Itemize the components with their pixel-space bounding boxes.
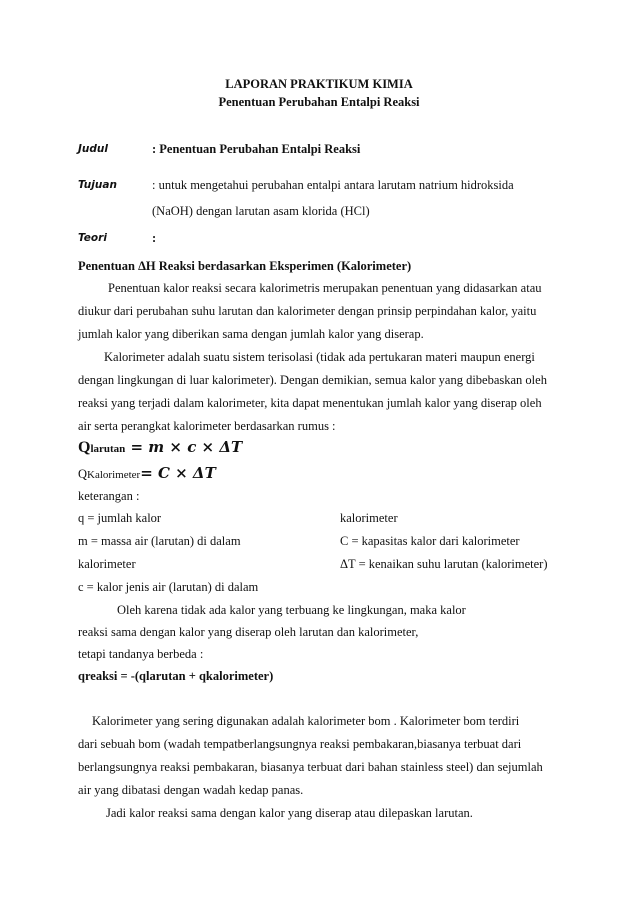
paragraph-line: Kalorimeter adalah suatu sistem terisolasi (tidak ada pertukaran materi maupun energi <box>104 350 535 364</box>
formula-q: Q <box>78 467 88 481</box>
paragraph-line: dengan lingkungan di luar kalorimeter). Dengan demikian, semua kalor yang dibebaskan oleh <box>78 373 547 387</box>
keterangan-left-item: q = jumlah kalor <box>78 511 162 525</box>
formula-subscript: Kalorimeter <box>87 469 141 481</box>
paragraph-line: Kalorimeter yang sering digunakan adalah kalorimeter bom . Kalorimeter bom terdiri <box>92 714 520 728</box>
paragraph-line: Oleh karena tidak ada kalor yang terbuang ke lingkungan, maka kalor <box>117 603 466 617</box>
section-heading: Penentuan ΔH Reaksi berdasarkan Eksperimen (Kalorimeter) <box>78 259 412 273</box>
formula-subscript: larutan <box>90 443 126 455</box>
paragraph-line: air serta perangkat kalorimeter berdasarkan rumus : <box>78 419 336 433</box>
judul-label: Judul <box>78 143 108 155</box>
tujuan-label: Tujuan <box>78 179 117 191</box>
formula-rhs: = C × ΔT <box>140 464 216 482</box>
paragraph-line: Jadi kalor reaksi sama dengan kalor yang diserap atau dilepaskan larutan. <box>106 806 473 820</box>
formula-q-reaksi: qreaksi = -(qlarutan + qkalorimeter) <box>78 669 274 683</box>
teori-value: : <box>152 231 157 245</box>
formula-rhs: = m × c × ΔT <box>125 438 243 456</box>
page-title: LAPORAN PRAKTIKUM KIMIA <box>225 77 413 91</box>
paragraph-line: diukur dari perubahan suhu larutan dan kalorimeter dengan prinsip perpindahan kalor, yaitu <box>78 304 537 318</box>
paragraph-line: tetapi tandanya berbeda : <box>78 647 204 661</box>
paragraph-line: reaksi sama dengan kalor yang diserap oleh larutan dan kalorimeter, <box>78 625 419 639</box>
formula-q-kalorimeter <box>78 464 216 483</box>
tujuan-line-2: (NaOH) dengan larutan asam klorida (HCl) <box>152 204 370 218</box>
paragraph-line: jumlah kalor yang diberikan sama dengan jumlah kalor yang diserap. <box>78 327 424 341</box>
keterangan-left-item: c = kalor jenis air (larutan) di dalam <box>78 580 259 594</box>
paragraph-line: air yang dibatasi dengan wadah kedap panas. <box>78 783 304 797</box>
keterangan-left-item: kalorimeter <box>78 557 136 571</box>
formula-q-larutan <box>78 438 242 457</box>
keterangan-heading: keterangan : <box>78 489 140 503</box>
keterangan-right-item: ΔT = kenaikan suhu larutan (kalorimeter) <box>340 557 548 571</box>
paragraph-line: berlangsungnya reaksi pembakaran, biasanya terbuat dari bahan stainless steel) dan sejumlah <box>78 760 543 774</box>
page-subtitle: Penentuan Perubahan Entalpi Reaksi <box>218 95 420 109</box>
tujuan-line-1: : untuk mengetahui perubahan entalpi antara larutam natrium hidroksida <box>152 178 514 192</box>
keterangan-right-item: kalorimeter <box>340 511 398 525</box>
teori-label: Teori <box>78 232 107 244</box>
judul-value: : Penentuan Perubahan Entalpi Reaksi <box>152 142 361 156</box>
paragraph-line: dari sebuah bom (wadah tempatberlangsungnya reaksi pembakaran,biasanya terbuat dari <box>78 737 522 751</box>
keterangan-left-item: m = massa air (larutan) di dalam <box>78 534 241 548</box>
paragraph-line: reaksi yang terjadi dalam kalorimeter, kita dapat menentukan jumlah kalor yang diserap oleh <box>78 396 542 410</box>
keterangan-right-item: C = kapasitas kalor dari kalorimeter <box>340 534 520 548</box>
paragraph-line: Penentuan kalor reaksi secara kalorimetris merupakan penentuan yang didasarkan atau <box>108 281 542 295</box>
formula-q: Q <box>78 439 91 456</box>
